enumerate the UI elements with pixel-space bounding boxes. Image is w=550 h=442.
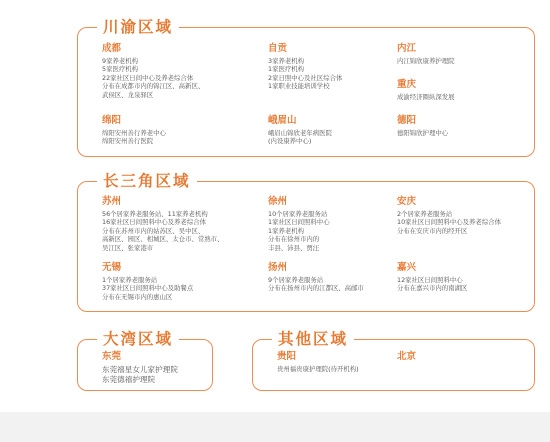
city-detail: 2家日照中心及社区综合体 [268,73,343,82]
city-detail: 3家养老机构 [268,57,305,65]
city-detail: 分布在苏州市内的姑苏区、吴中区、 [102,226,205,235]
city-xuzhou [268,196,330,252]
city-detail: 56个居家养老服务站、11家养老机构 [102,210,208,218]
title-line [89,339,97,340]
city-detail: 分布在无锡市内的惠山区 [102,292,173,301]
city-detail: 9个居家养老服务站 [268,276,324,284]
city-name: 东莞 [102,351,122,362]
city-name: 无锡 [102,262,122,273]
city-name: 安庆 [397,196,417,207]
city-anqing [397,196,501,235]
city-detail: 高新区、园区、相城区、太仓市、常熟市、 [102,235,224,244]
title-line [89,181,97,182]
city-name: 自贡 [268,43,288,54]
city-detail: 吴江区、张家港市 [102,243,154,252]
city-detail: (内设康养中心) [268,137,312,146]
city-name: 扬州 [268,262,288,273]
city-yangzhou [268,262,364,293]
city-detail: 分布在扬州市内的江都区、高邮市 [268,284,364,293]
city-zigong [268,43,342,91]
city-name: 重庆 [397,79,417,90]
city-detail: 16家社区日间照料中心及养老综合体 [102,218,206,227]
city-detail: 分布在安庆市内的经开区 [397,226,468,235]
city-deyang [397,115,448,137]
region-title-dawan: 大湾区域 [97,330,179,348]
city-name: 成都 [102,43,122,54]
city-dongguan [102,351,178,385]
title-line [264,339,272,340]
city-detail: 德阳锦欣护理中心 [397,129,449,137]
city-detail: 东莞德禧护理院 [102,375,156,384]
city-detail: 22家社区日间中心及养老综合体 [102,73,194,82]
city-emeishan [268,115,332,146]
city-chongqing [397,79,455,101]
city-detail: 东莞禧星女儿家护理院 [102,365,178,374]
city-detail: 1家养老机构 [268,226,305,235]
city-name: 内江 [397,43,417,54]
bottom-band [0,412,550,442]
city-wuxi [102,262,193,301]
city-name: 苏州 [102,196,122,207]
city-detail: 10家社区日间照料中心及养老综合体 [397,218,501,227]
title-line [89,27,97,28]
city-detail: 1家职业技能培训学校 [268,82,330,91]
city-detail: 分布在徐州市内的 [268,235,320,244]
city-mianyang [102,115,166,146]
city-name: 嘉兴 [397,262,417,273]
city-guiyang [277,351,359,373]
city-detail: 成渝经济圈纵深发展 [397,93,455,101]
city-detail: 1家社区日间照料中心 [268,218,330,227]
city-detail: 1家医疗机构 [268,65,305,74]
city-neijiang [397,43,455,65]
city-name: 北京 [397,351,417,362]
region-title-other: 其他区域 [272,330,354,348]
city-detail: 2个居家养老服务站 [397,210,453,218]
city-suzhou [102,196,223,252]
city-detail: 分布在嘉兴市内的南湖区 [397,284,468,293]
city-detail: 武侯区、龙泉驿区 [102,90,154,99]
city-chengdu [102,43,204,99]
region-title-changsanjiao: 长三角区域 [97,172,197,190]
city-detail: 37家社区日间照料中心及助餐点 [102,284,194,293]
city-name: 德阳 [397,115,417,126]
city-detail: 12家社区日间照料中心 [397,276,463,284]
city-detail: 分布在成都市内的锦江区、高新区、 [102,82,205,91]
city-name: 徐州 [268,196,288,207]
city-detail: 10个居家养老服务站 [268,210,328,218]
city-jiaxing [397,262,467,293]
city-name: 峨眉山 [268,115,297,126]
city-detail: 5家医疗机构 [102,65,139,74]
region-title-chuanyu: 川渝区域 [97,18,179,36]
city-detail: 1个居家养老服务站 [102,276,158,284]
city-detail: 峨眉山锦欣老年病医院 [268,129,332,137]
city-detail: 内江锦欣康养护理院 [397,57,455,65]
city-name: 贵阳 [277,351,297,362]
city-detail: 贵州福贵康护理院(待开机构) [277,365,359,373]
city-detail: 绵阳安州善行养老中心 [102,129,166,137]
city-name: 绵阳 [102,115,122,126]
city-detail: 9家养老机构 [102,57,139,65]
city-detail: 丰县、沛县、贾汪 [268,243,320,252]
city-detail: 绵阳安州善行医院 [102,137,154,146]
city-beijing [397,351,416,365]
